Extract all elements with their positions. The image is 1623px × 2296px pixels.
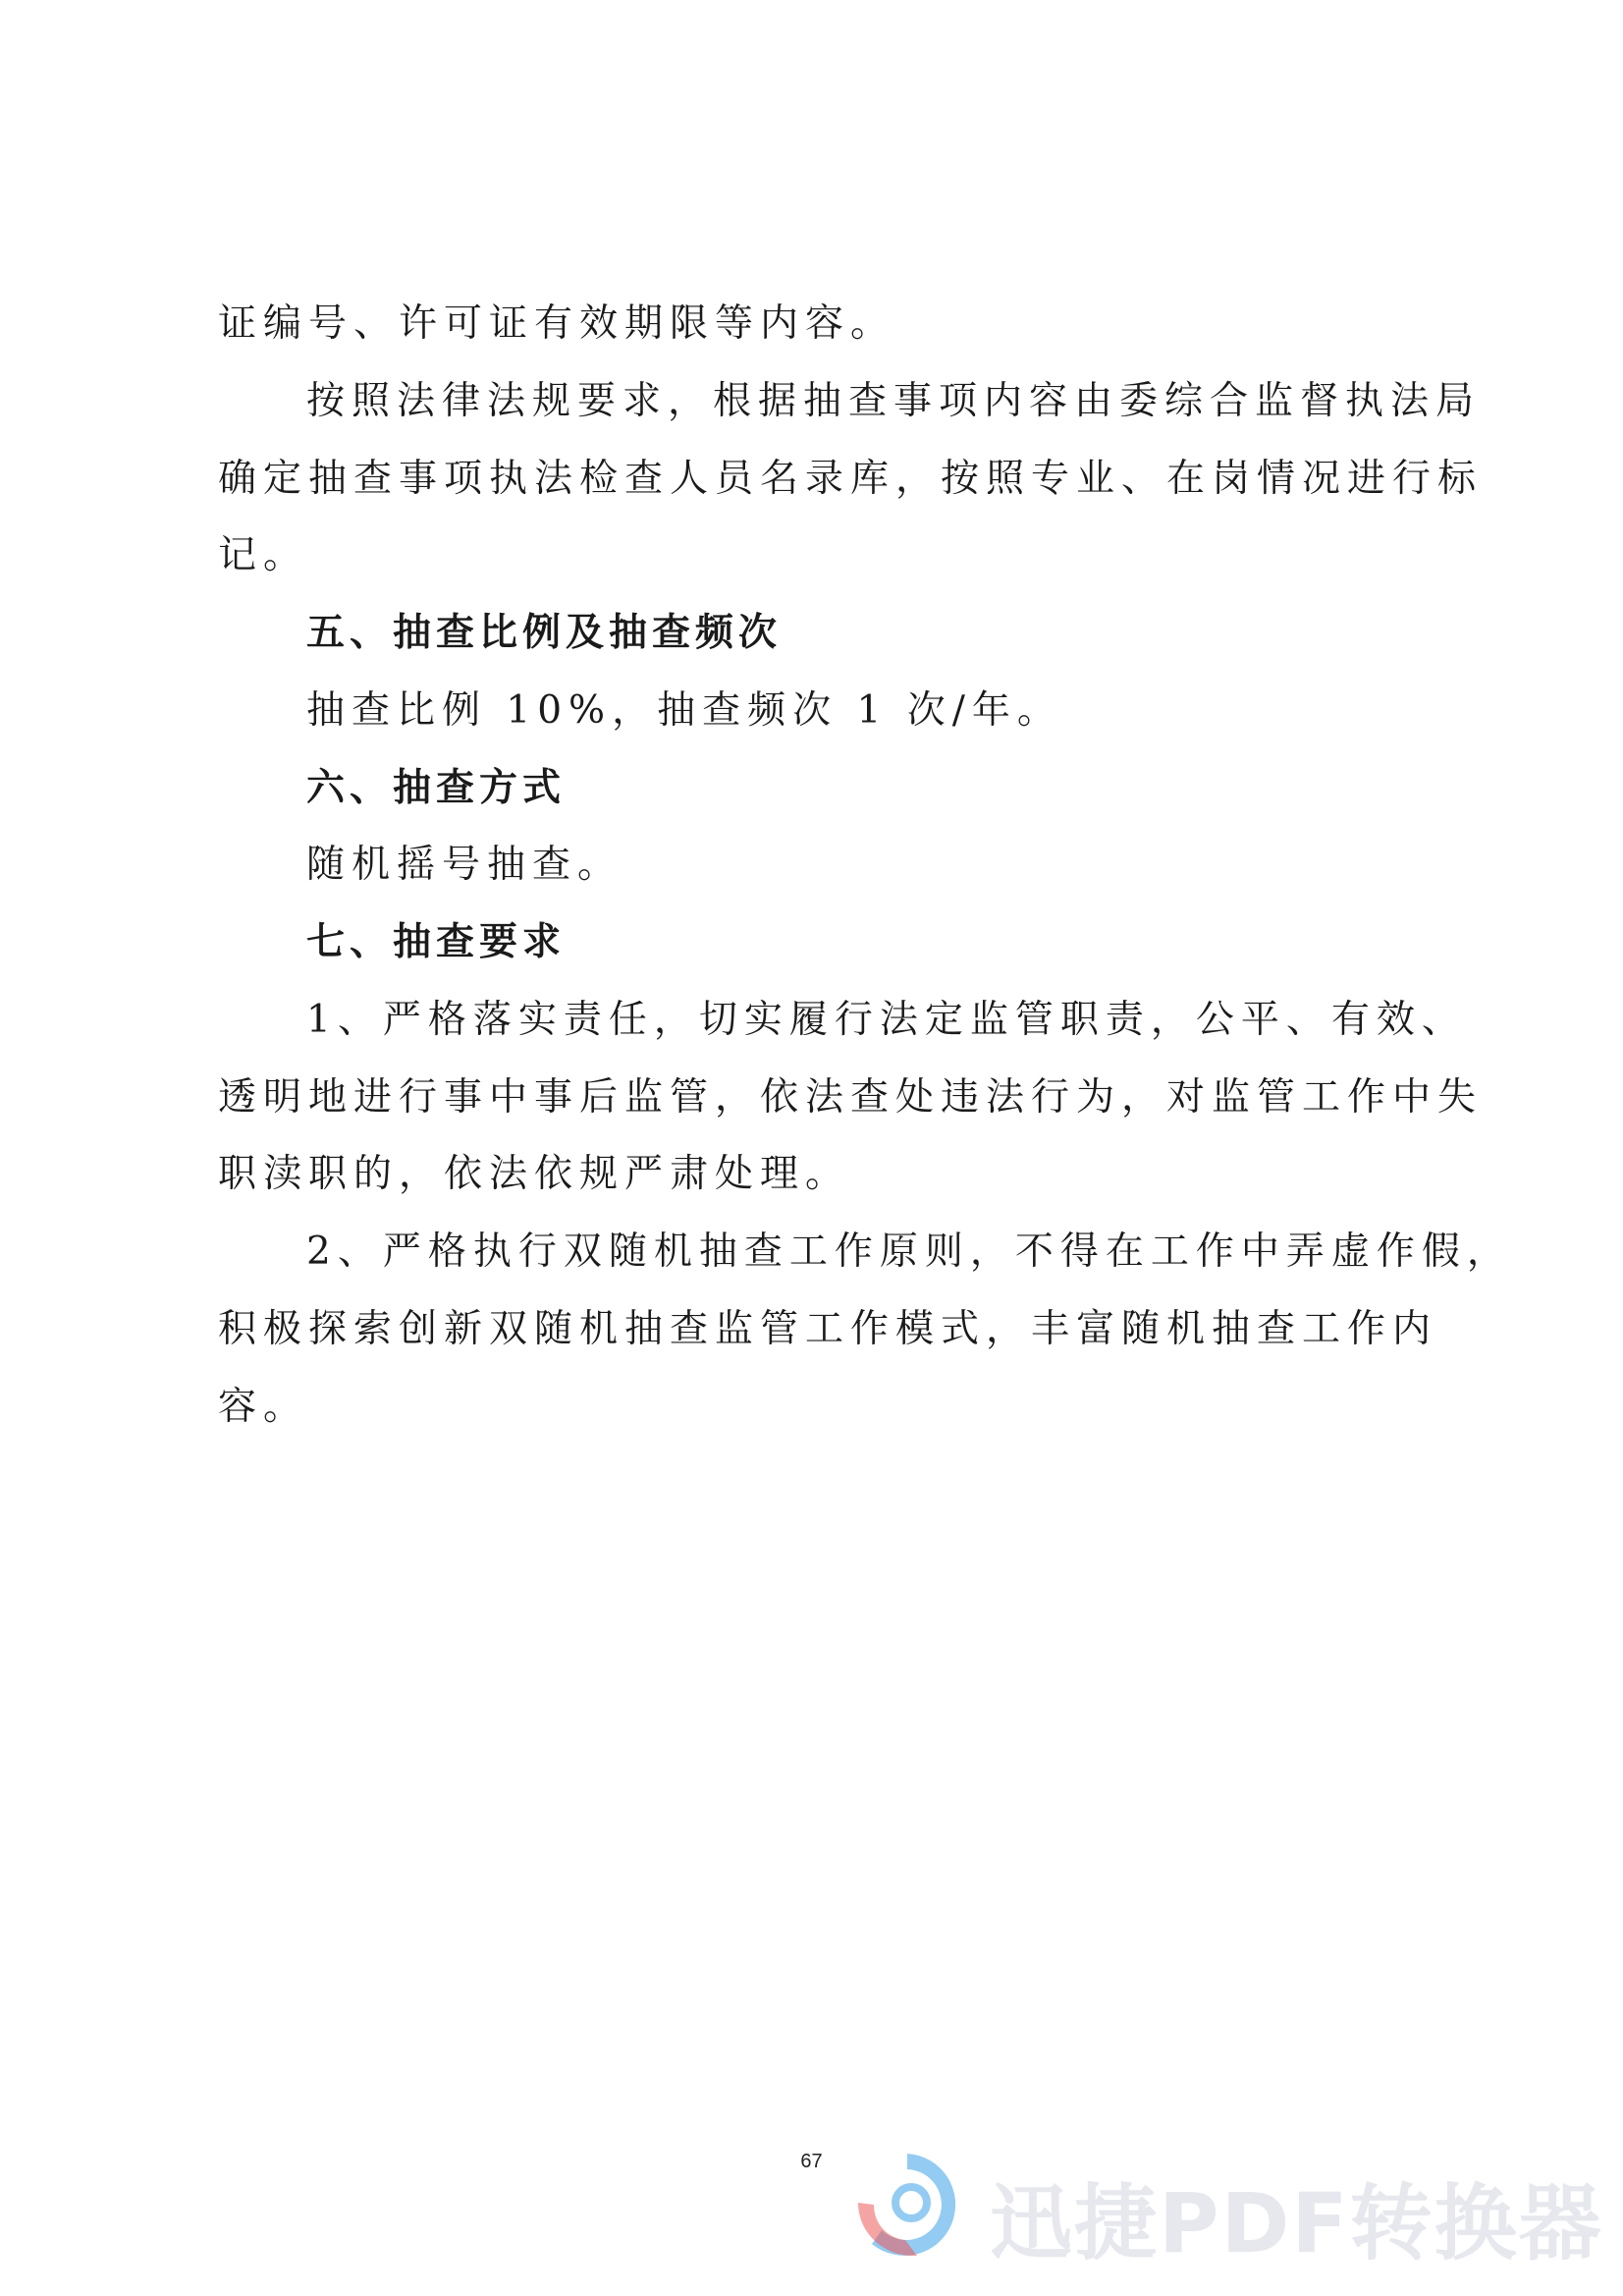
paragraph-line: 2、严格执行双随机抽查工作原则，不得在工作中弄虚作假， <box>306 1230 1512 1274</box>
section-heading-6: 六、抽查方式 <box>306 766 567 810</box>
paragraph-line: 职渎职的，依法依规严肃处理。 <box>218 1152 851 1196</box>
watermark <box>842 2146 1603 2271</box>
paragraph-line: 容。 <box>218 1385 309 1429</box>
paragraph-line: 证编号、许可证有效期限等内容。 <box>218 301 896 346</box>
page-number: 67 <box>800 2151 823 2172</box>
section-heading-5: 五、抽查比例及抽查频次 <box>306 611 783 655</box>
paragraph-line: 随机摇号抽查。 <box>306 843 623 887</box>
paragraph-line: 积极探索创新双随机抽查监管工作模式，丰富随机抽查工作内 <box>218 1307 1438 1351</box>
paragraph-line: 1、严格落实责任，切实履行法定监管职责，公平、有效、 <box>306 998 1467 1042</box>
xunjie-pdf-logo-icon <box>842 2146 972 2264</box>
section-heading-7: 七、抽查要求 <box>306 920 567 964</box>
paragraph-line: 记。 <box>218 533 309 577</box>
paragraph-line: 确定抽查事项执法检查人员名录库，按照专业、在岗情况进行标 <box>218 457 1484 501</box>
paragraph-line: 透明地进行事中事后监管，依法查处违法行为，对监管工作中失 <box>218 1075 1484 1120</box>
paragraph-line: 抽查比例 10%，抽查频次 1 次/年。 <box>306 688 1062 733</box>
paragraph-line: 按照法律法规要求，根据抽查事项内容由委综合监督执法局 <box>306 379 1482 423</box>
watermark-text: 迅捷PDF转换器 <box>990 2175 1603 2271</box>
